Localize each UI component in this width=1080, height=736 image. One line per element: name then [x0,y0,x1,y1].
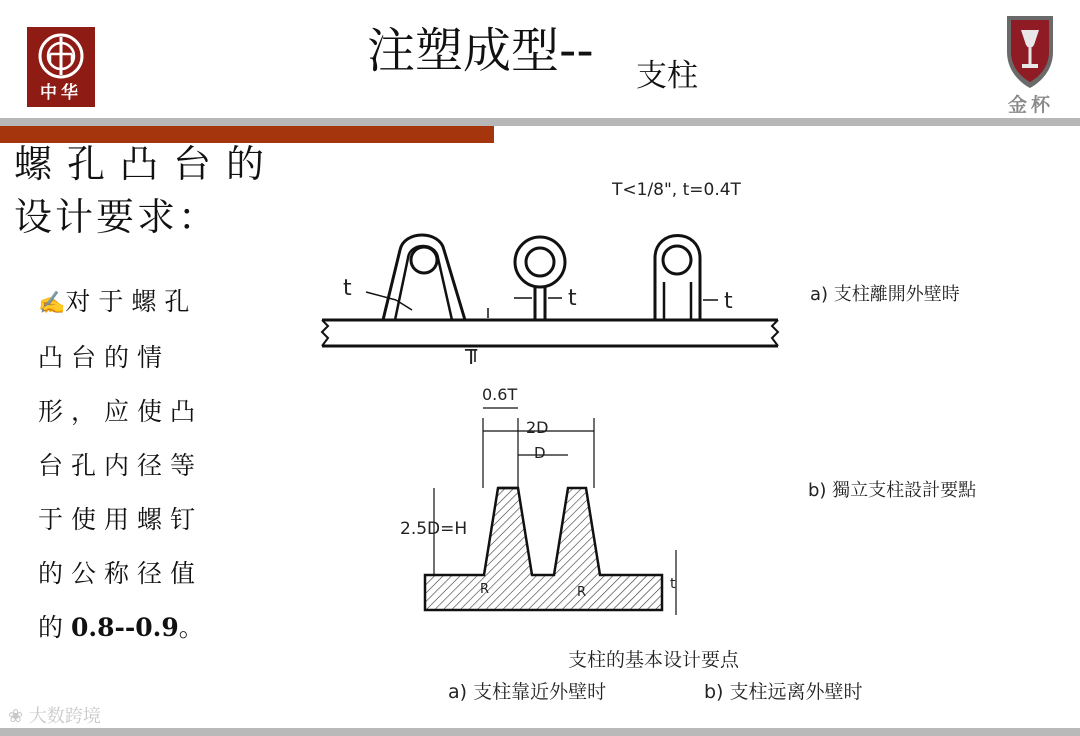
dim-t-label: t [670,576,676,592]
body-line: 于使用螺钉 [38,505,204,534]
dim-t-label: t [343,276,352,301]
body-line: 台孔内径等 [38,451,204,480]
pen-bullet-icon: ✍ [38,291,66,316]
page-title-suffix: 支柱 [636,58,698,94]
zhonghua-emblem-icon [33,31,89,81]
dim-25D-label: 2.5D=H [400,519,468,539]
watermark-text: 大数跨境 [28,706,101,727]
shield-icon [1001,12,1059,90]
diagram-a-wall [322,235,778,362]
zhonghua-logo [27,27,95,107]
page-title: 注塑成型-- [367,23,594,79]
body-line: 形，应使凸 [38,397,204,426]
dim-t-label: t [724,289,733,314]
body-line-last: 的0.8--0.9。 [38,613,212,642]
radius-R-label: R [577,585,587,600]
caption-a: a) 支柱離開外壁時 [810,284,960,305]
dim-T-label: T [465,345,478,369]
body-line: 凸台的情 [38,343,171,372]
boss-design-diagram [300,150,1080,710]
diameter-ratio-value: 0.8--0.9 [71,613,179,642]
heading-line-2: 设计要求： [14,195,220,239]
diagram-title: 支柱的基本设计要点 [568,649,740,671]
dim-2D-label: 2D [526,418,549,437]
body-line: ✍对于螺孔 [38,287,198,316]
dim-t-label: t [568,286,577,311]
dim-06T-label: 0.6T [482,385,518,404]
radius-R-label: R [480,582,490,597]
diagram-caption-a: a) 支柱靠近外壁时 [448,681,607,703]
jinbei-logo [996,12,1066,116]
logo-left-text: 中华 [40,83,82,103]
watermark [8,702,101,728]
footer-divider [0,728,1080,736]
logo-right-text: 金杯 [1007,94,1054,116]
diagram-caption-b: b) 支柱远离外壁时 [704,681,863,703]
heading-line-1: 螺孔凸台的 [14,142,280,186]
body-text [38,275,223,655]
caption-b: b) 獨立支柱設計要點 [808,480,977,501]
section-heading [14,138,280,244]
diagram-b-boss [425,408,676,615]
formula-label: T<1/8", t=0.4T [612,180,741,200]
body-line: 的公称径值 [38,559,204,588]
bird-logo-icon: ❀ [8,706,24,727]
header-divider [0,118,1080,126]
dim-D-label: D [534,444,546,462]
